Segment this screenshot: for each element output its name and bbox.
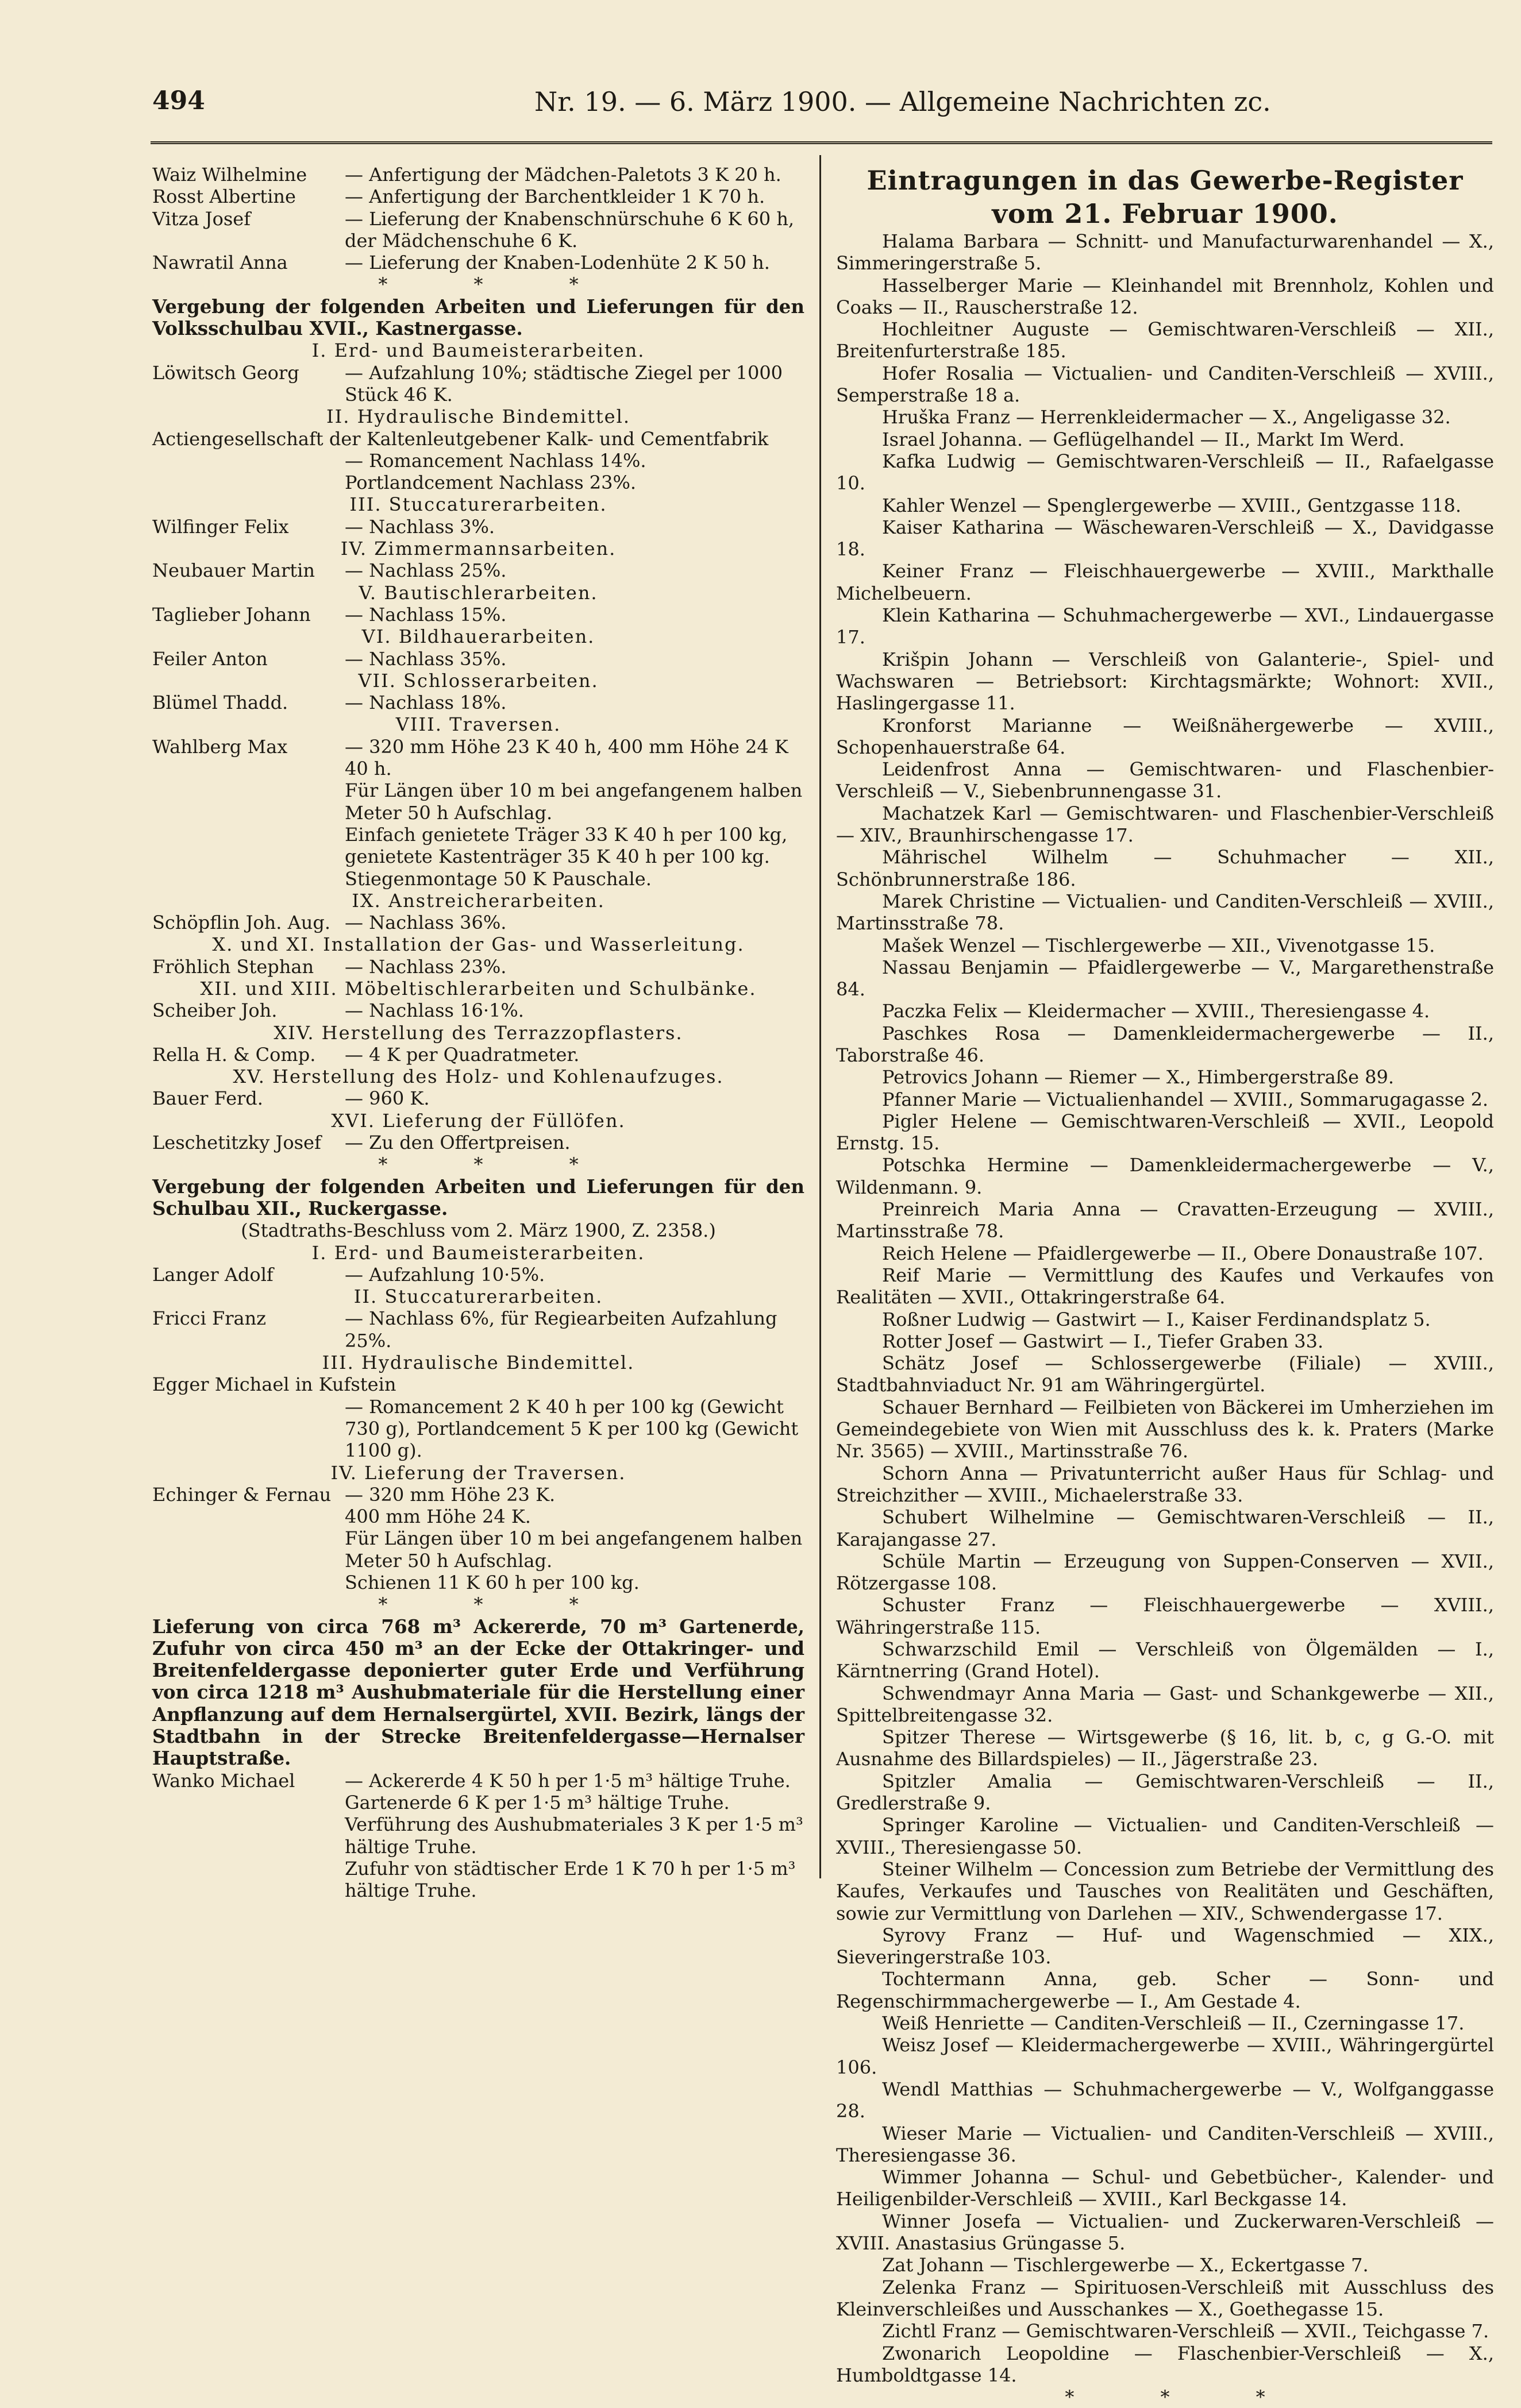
contract-detail: — 4 K per Quadratmeter.: [345, 1043, 580, 1066]
contractor-name: Wilfinger Felix: [152, 515, 289, 538]
contractor-name: Scheiber Joh.: [152, 1000, 278, 1022]
contract-detail: — Aufzahlung 10·5%.: [345, 1263, 545, 1286]
subsection-rows: [152, 516, 804, 538]
contract-detail: — Anfertigung der Mädchen-Paletots 3 K 20 h.: [345, 164, 781, 186]
register-entry: Kahler Wenzel — Spenglergewerbe — XVIII., Gentzgasse 118.: [882, 494, 1462, 516]
register-entry: Kaiser Katharina — Wäschewaren-Verschleiß — X., Davidgasse 18.: [836, 516, 1494, 561]
contract-detail: Zufuhr von städtischer Erde 1 K 70 h per 1·5 m³ hältige Truhe.: [345, 1857, 796, 1902]
subsection-title: XV. Herstellung des Holz- und Kohlenaufzuges.: [233, 1066, 724, 1088]
subsection-rows: [152, 1044, 804, 1066]
contract-detail: — 960 K.: [345, 1087, 430, 1110]
subsection-rows: [152, 912, 804, 933]
contract-detail: — Nachlass 15%.: [345, 603, 507, 626]
contractor-name: Waiz Wilhelmine: [152, 164, 307, 186]
contract-detail: — Zu den Offertpreisen.: [345, 1132, 571, 1154]
subsection-title: VII. Schlosserarbeiten.: [358, 669, 599, 692]
register-entry: Paczka Felix — Kleidermacher — XVIII., Theresiengasse 4.: [882, 1000, 1430, 1022]
register-entry: Schorn Anna — Privatunterricht außer Haus für Schlag- und Streichzither — XVIII., Michaelerstraße 33.: [836, 1462, 1494, 1506]
running-title: Nr. 19. — 6. März 1900. — Allgemeine Nachrichten zc.: [534, 86, 1271, 117]
subsection-rows: [152, 1087, 804, 1109]
register-entry: Pfanner Marie — Victualienhandel — XVIII., Sommarugagasse 2.: [882, 1088, 1489, 1110]
separator-stars: * * *: [1065, 2386, 1306, 2408]
register-entry: Reich Helene — Pfaidlergewerbe — II., Obere Donaustraße 107.: [882, 1242, 1484, 1264]
entry-row: [152, 559, 804, 581]
register-entry: Wendl Matthias — Schuhmachergewerbe — V., Wolfganggasse 28.: [836, 2078, 1494, 2123]
register-entry: Schubert Wilhelmine — Gemischtwaren-Verschleiß — II., Karajangasse 27.: [836, 1506, 1494, 1550]
register-entry: Schwarzschild Emil — Verschleiß von Ölgemälden — I., Kärntnerring (Grand Hotel).: [836, 1638, 1494, 1682]
register-entry: Schätz Josef — Schlossergewerbe (Filiale) — XVIII., Stadtbahnviaduct Nr. 91 am Währingergürtel.: [836, 1352, 1494, 1396]
register-entries: [836, 230, 1494, 2386]
contract-detail: — Nachlass 36%.: [345, 912, 507, 934]
contractor-name: Taglieber Johann: [152, 603, 311, 626]
register-entry: Hofer Rosalia — Victualien- und Canditen-Verschleiß — XVIII., Semperstraße 18 a.: [836, 362, 1494, 407]
register-entry: Tochtermann Anna, geb. Scher — Sonn- und Regenschirmmachergewerbe — I., Am Gestade 4.: [836, 1968, 1494, 2012]
entry-row: [152, 1044, 804, 1066]
entry-row: [152, 1132, 804, 1153]
subsection-rows: [152, 1307, 804, 1352]
separator-stars: * * *: [378, 1153, 619, 1176]
entry-row: [152, 1484, 804, 1506]
contract-detail: — Nachlass 25%.: [345, 559, 507, 582]
entry-row: [152, 956, 804, 978]
contract-detail: — Aufzahlung 10%; städtische Ziegel per 1000 Stück 46 K.: [345, 361, 783, 406]
register-entry: Krišpin Johann — Verschleiß von Galanterie-, Spiel- und Wachswaren — Betriebsort: Kirchtagsmärkte; Wohnort: XVII., Haslingergasse 11.: [836, 648, 1494, 715]
right-column: [836, 164, 1494, 2408]
subsection-title: II. Hydraulische Bindemittel.: [326, 406, 631, 428]
contractor-name: Rella H. & Comp.: [152, 1043, 316, 1066]
contract-detail: — Nachlass 23%.: [345, 955, 507, 978]
contract-detail: — Lieferung der Knabenschnürschuhe 6 K 60 h, der Mädchenschuhe 6 K.: [345, 207, 795, 252]
register-entry: Mašek Wenzel — Tischlergewerbe — XII., Vivenotgasse 15.: [882, 934, 1435, 956]
contract-detail: Gartenerde 6 K per 1·5 m³ hältige Truhe.: [345, 1791, 730, 1813]
register-entry: Machatzek Karl — Gemischtwaren- und Flaschenbier-Verschleiß — XIV., Braunhirschengasse 17.: [836, 802, 1494, 847]
header-rule: [151, 141, 1492, 146]
register-entry: Schwendmayr Anna Maria — Gast- und Schankgewerbe — XII., Spittelbreitengasse 32.: [836, 1682, 1494, 1726]
register-entry: Potschka Hermine — Damenkleidermachergewerbe — V., Wildenmann. 9.: [836, 1154, 1494, 1198]
entry-row: [152, 692, 804, 713]
register-entry: Kafka Ludwig — Gemischtwaren-Verschleiß — II., Rafaelgasse 10.: [836, 450, 1494, 495]
register-entry: Winner Josefa — Victualien- und Zuckerwaren-Verschleiß — XVIII. Anastasius Grüngasse 5.: [836, 2210, 1494, 2255]
page-number: 494: [152, 86, 205, 115]
entry-row: [152, 164, 804, 186]
subsection-rows: [152, 1000, 804, 1021]
subsection-rows: [152, 1373, 804, 1461]
register-entry: Paschkes Rosa — Damenkleidermachergewerbe — II., Taborstraße 46.: [836, 1022, 1494, 1066]
register-entry: Zwonarich Leopoldine — Flaschenbier-Verschleiß — X., Humboldtgasse 14.: [836, 2342, 1494, 2386]
entry-row: [152, 1000, 804, 1021]
contract-detail: Verführung des Aushubmateriales 3 K per 1·5 m³ hältige Truhe.: [345, 1813, 803, 1858]
register-entry: Schauer Bernhard — Feilbieten von Bäckerei im Umherziehen im Gemeindegebiete von Wien mit Ausschluss des k. k. Praters (Marke Nr. 3565) — XVIII., Martinsstraße 76.: [836, 1396, 1494, 1462]
subsection-rows: [152, 692, 804, 713]
register-entry: Hruška Franz — Herrenkleidermacher — X., Angeligasse 32.: [882, 406, 1451, 429]
register-entry: Preinreich Maria Anna — Cravatten-Erzeugung — XVIII., Martinsstraße 78.: [836, 1198, 1494, 1242]
register-entry: Schuster Franz — Fleischhauergewerbe — XVIII., Währingerstraße 115.: [836, 1594, 1494, 1638]
separator-stars: * * *: [378, 1593, 619, 1616]
contractor-name: Nawratil Anna: [152, 252, 288, 274]
subsection-title: X. und XI. Installation der Gas- und Wasserleitung.: [212, 933, 745, 956]
subsection-title: VIII. Traversen.: [395, 713, 561, 736]
contractor-name: Fröhlich Stephan: [152, 955, 314, 978]
subsection-rows: [152, 428, 804, 494]
entry-row: [152, 186, 804, 207]
subsection-title: XIV. Herstellung des Terrazzopflasters.: [274, 1021, 683, 1044]
register-entry: Israel Johanna. — Geflügelhandel — II., Markt Im Werd.: [882, 428, 1405, 450]
section-subheading: (Stadtraths-Beschluss vom 2. März 1900, Z. 2358.): [241, 1220, 716, 1242]
contract-detail: — Nachlass 35%.: [345, 647, 507, 670]
entry-row: [152, 1770, 804, 1792]
subsection-title: XVI. Lieferung der Füllöfen.: [331, 1109, 626, 1132]
subsection-rows: [152, 362, 804, 406]
contract-detail: — Nachlass 3%.: [345, 515, 495, 538]
contract-detail: — Romancement Nachlass 14%.: [345, 449, 646, 472]
contract-detail: Schienen 11 K 60 h per 100 kg.: [345, 1572, 640, 1593]
entry-row: [152, 1087, 804, 1109]
register-entry: Syrovy Franz — Huf- und Wagenschmied — XIX., Sieveringerstraße 103.: [836, 1924, 1494, 1969]
contractor-name: Löwitsch Georg: [152, 361, 299, 384]
subsection-title: I. Erd- und Baumeisterarbeiten.: [311, 339, 645, 362]
contractor-name: Actiengesellschaft der Kaltenleutgebener Kalk- und Cementfabrik: [152, 427, 769, 450]
register-entry: Schüle Martin — Erzeugung von Suppen-Conserven — XVII., Rötzergasse 108.: [836, 1550, 1494, 1595]
contract-detail: — Anfertigung der Barchentkleider 1 K 70 h.: [345, 186, 765, 208]
subsection-rows: [152, 736, 804, 890]
contractor-name: Echinger & Fernau: [152, 1483, 332, 1506]
register-entry: Wieser Marie — Victualien- und Canditen-Verschleiß — XVIII., Theresiengasse 36.: [836, 2122, 1494, 2166]
contractor-name: Feiler Anton: [152, 647, 268, 670]
contractor-name: Wahlberg Max: [152, 735, 288, 758]
register-entry: Zichtl Franz — Gemischtwaren-Verschleiß — XVII., Teichgasse 7.: [882, 2320, 1489, 2343]
register-entry: Hochleitner Auguste — Gemischtwaren-Verschleiß — XII., Breitenfurterstraße 185.: [836, 318, 1494, 362]
register-entry: Halama Barbara — Schnitt- und Manufacturwarenhandel — X., Simmeringerstraße 5.: [836, 230, 1494, 275]
register-entry: Leidenfrost Anna — Gemischtwaren- und Flaschenbier-Verschleiß — V., Siebenbrunnengasse 31.: [836, 758, 1494, 802]
entry-row: [152, 516, 804, 538]
subsection-title: V. Bautischlerarbeiten.: [359, 581, 598, 604]
left-column: [152, 164, 804, 1901]
contractor-name: Egger Michael in Kufstein: [152, 1373, 396, 1396]
contract-detail: 400 mm Höhe 24 K.: [345, 1506, 531, 1528]
contract-detail: — Nachlass 16·1%.: [345, 1000, 524, 1022]
subsection-title: I. Erd- und Baumeisterarbeiten.: [311, 1241, 645, 1264]
register-entry: Spitzer Therese — Wirtsgewerbe (§ 16, lit. b, c, g G.-O. mit Ausnahme des Billardspieles) — II., Jägerstraße 23.: [836, 1726, 1494, 1770]
contract-detail: Portlandcement Nachlass 23%.: [345, 472, 637, 494]
contract-detail: — Lieferung der Knaben-Lodenhüte 2 K 50 h.: [345, 252, 770, 274]
contractor-name: Blümel Thadd.: [152, 692, 288, 714]
contractor-name: Bauer Ferd.: [152, 1087, 263, 1110]
register-title: Eintragungen in das Gewerbe-Register vom 21. Februar 1900.: [867, 165, 1464, 229]
entry-row: [152, 362, 804, 406]
contractor-name: Neubauer Martin: [152, 559, 315, 582]
entry-row: [152, 208, 804, 252]
register-entry: Zat Johann — Tischlergewerbe — X., Eckertgasse 7.: [882, 2254, 1369, 2276]
entry-row: [152, 912, 804, 933]
register-entry: Pigler Helene — Gemischtwaren-Verschleiß — XVII., Leopold Ernstg. 15.: [836, 1110, 1494, 1155]
register-entry: Marek Christine — Victualien- und Canditen-Verschleiß — XVIII., Martinsstraße 78.: [836, 890, 1494, 935]
contract-detail: — Ackererde 4 K 50 h per 1·5 m³ hältige Truhe.: [345, 1769, 791, 1792]
contract-detail: Einfach genietete Träger 33 K 40 h per 100 kg, genietete Kastenträger 35 K 40 h per 100 kg.: [345, 823, 788, 868]
subsection-rows: [152, 604, 804, 626]
register-entry: Reif Marie — Vermittlung des Kaufes und Verkaufes von Realitäten — XVII., Ottakringerstraße 64.: [836, 1264, 1494, 1309]
register-entry: Weisz Josef — Kleidermachergewerbe — XVIII., Währingergürtel 106.: [836, 2034, 1494, 2078]
left-top-list: [152, 164, 804, 273]
subsection-rows: [152, 648, 804, 670]
subsection-rows: [152, 1484, 804, 1593]
contract-detail: Für Längen über 10 m bei angefangenem halben Meter 50 h Aufschlag.: [345, 1527, 803, 1572]
register-entry: Roßner Ludwig — Gastwirt — I., Kaiser Ferdinandsplatz 5.: [882, 1308, 1431, 1330]
contractor-name: Schöpflin Joh. Aug.: [152, 912, 330, 934]
subsection-title: IV. Lieferung der Traversen.: [330, 1461, 626, 1484]
contractor-name: Fricci Franz: [152, 1307, 267, 1330]
entry-row: [152, 1307, 804, 1352]
subsection-title: II. Stuccaturerarbeiten.: [353, 1286, 603, 1308]
contractor-name: Langer Adolf: [152, 1263, 274, 1286]
section-heading: Vergebung der folgenden Arbeiten und Lieferungen für den Volksschulbau XVII., Kastnergasse.: [152, 295, 804, 340]
contract-detail: — 320 mm Höhe 23 K 40 h, 400 mm Höhe 24 K 40 h.: [345, 735, 788, 780]
register-entry: Weiß Henriette — Canditen-Verschleiß — II., Czerningasse 17.: [882, 2012, 1465, 2035]
subsection-title: VI. Bildhauerarbeiten.: [361, 626, 595, 648]
contract-list-volksschule: [152, 339, 804, 1153]
register-entry: Kronforst Marianne — Weißnähergewerbe — XVIII., Schopenhauerstraße 64.: [836, 714, 1494, 758]
contract-list-erde: [152, 1770, 804, 1902]
register-entry: Steiner Wilhelm — Concession zum Betriebe der Vermittlung des Kaufes, Verkaufes und Tausches von Realitäten und Geschäften, sowie zur Vermittlung von Darlehen — XIV., Schwendergasse 17.: [836, 1858, 1494, 1924]
contract-detail: — 320 mm Höhe 23 K.: [345, 1483, 556, 1506]
entry-row: [152, 604, 804, 626]
contract-detail: Stiegenmontage 50 K Pauschale.: [345, 867, 652, 890]
subsection-title: XII. und XIII. Möbeltischlerarbeiten und Schulbänke.: [200, 977, 757, 1000]
register-entry: Hasselberger Marie — Kleinhandel mit Brennholz, Kohlen und Coaks — II., Rauscherstraße 12.: [836, 274, 1494, 318]
subsection-rows: [152, 1264, 804, 1286]
section-heading: Lieferung von circa 768 m³ Ackererde, 70 m³ Gartenerde, Zufuhr von circa 450 m³ an der Ecke der Ottakringer- und Breitenfeldergasse deponierter guter Erde und Verführung von circa 1218 m³ Aushubmateriale für die Herstellung einer Anpflanzung auf dem Hernalsergürtel, XVII. Bezirk, längs der Stadtbahn in der Strecke Breitenfeldergasse—Hernalser Hauptstraße.: [152, 1615, 804, 1770]
entry-row: [152, 648, 804, 670]
separator-stars: * * *: [378, 273, 619, 296]
register-entry: Zelenka Franz — Spirituosen-Verschleiß mit Ausschluss des Kleinverschleißes und Ausschankes — X., Goethegasse 15.: [836, 2276, 1494, 2320]
subsection-title: III. Hydraulische Bindemittel.: [322, 1352, 635, 1374]
subsection-title: III. Stuccaturerarbeiten.: [349, 493, 607, 516]
contract-detail: — Nachlass 6%, für Regiearbeiten Aufzahlung 25%.: [345, 1307, 777, 1352]
entry-row: [152, 252, 804, 273]
contractor-name: Wanko Michael: [152, 1769, 295, 1792]
register-entry: Spitzler Amalia — Gemischtwaren-Verschleiß — II., Gredlerstraße 9.: [836, 1770, 1494, 1815]
subsection-title: IV. Zimmermannsarbeiten.: [340, 538, 617, 560]
contractor-name: Leschetitzky Josef: [152, 1132, 321, 1154]
contract-detail: Für Längen über 10 m bei angefangenem halben Meter 50 h Aufschlag.: [345, 779, 803, 824]
contractor-name: Vitza Josef: [152, 207, 251, 230]
column-divider: [819, 155, 821, 1878]
register-entry: Keiner Franz — Fleischhauergewerbe — XVIII., Markthalle Michelbeuern.: [836, 560, 1494, 604]
register-entry: Nassau Benjamin — Pfaidlergewerbe — V., Margarethenstraße 84.: [836, 956, 1494, 1001]
contractor-name: Rosst Albertine: [152, 186, 296, 208]
register-entry: Rotter Josef — Gastwirt — I., Tiefer Graben 33.: [882, 1330, 1324, 1352]
register-entry: Mährischel Wilhelm — Schuhmacher — XII., Schönbrunnerstraße 186.: [836, 846, 1494, 890]
subsection-rows: [152, 559, 804, 581]
contract-list-schulbau: [152, 1242, 804, 1594]
register-entry: Klein Katharina — Schuhmachergewerbe — XVI., Lindauergasse 17.: [836, 604, 1494, 649]
register-entry: Springer Karoline — Victualien- und Canditen-Verschleiß — XVIII., Theresiengasse 50.: [836, 1814, 1494, 1858]
contract-detail: — Nachlass 18%.: [345, 692, 507, 714]
entry-row: [152, 736, 804, 780]
subsection-rows: [152, 956, 804, 978]
section-heading: Vergebung der folgenden Arbeiten und Lieferungen für den Schulbau XII., Ruckergasse.: [152, 1175, 804, 1220]
contract-detail: — Romancement 2 K 40 h per 100 kg (Gewicht 730 g), Portlandcement 5 K per 100 kg (Gewicht 1100 g).: [345, 1395, 799, 1462]
subsection-rows: [152, 1132, 804, 1153]
register-entry: Wimmer Johanna — Schul- und Gebetbücher-, Kalender- und Heiligenbilder-Verschleiß — XVIII., Karl Beckgasse 14.: [836, 2166, 1494, 2210]
register-entry: Petrovics Johann — Riemer — X., Himbergerstraße 89.: [882, 1066, 1395, 1089]
entry-row: [152, 1264, 804, 1286]
subsection-title: IX. Anstreicherarbeiten.: [352, 889, 605, 912]
